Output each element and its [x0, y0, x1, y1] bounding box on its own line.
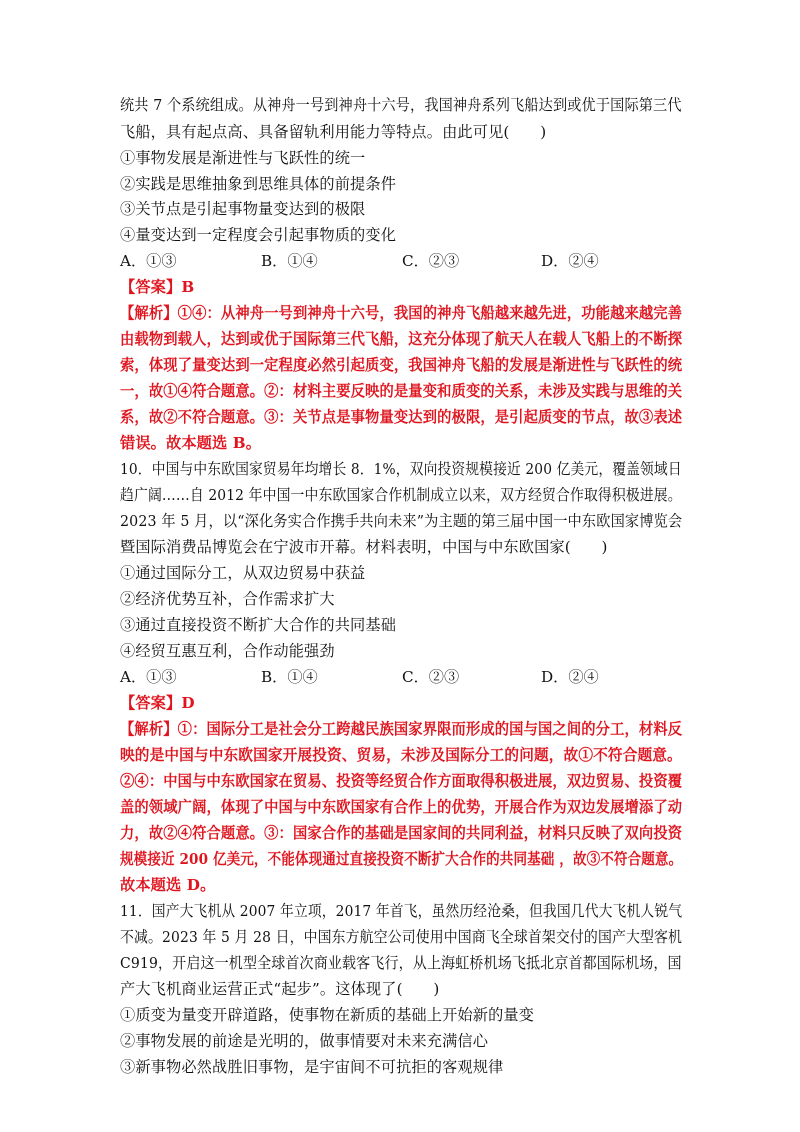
q10-analysis-line: 规模接近 200 亿美元，不能体现通过直接投资不断扩大合作的共同基础 ，故③不符合题意。: [120, 850, 683, 868]
q10-analysis-line: 力，故②④符合题意。③：国家合作的基础是国家间的共同利益，材料只反映了双向投资: [120, 824, 683, 842]
q10-item: ①通过国际分工，从双边贸易中获益: [120, 564, 366, 582]
q10-item: ②经济优势互补，合作需求扩大: [120, 590, 335, 608]
q11-stem-line: C919，开启这一机型全球首次商业载客飞行，从上海虹桥机场飞抵北京首都国际机场，国: [120, 954, 682, 972]
q10-option-c: C．②③: [402, 668, 460, 686]
q11-item: ②事物发展的前途是光明的，做事情要对未来充满信心: [120, 1032, 489, 1050]
q10-item: ④经贸互惠互利，合作动能强劲: [120, 642, 335, 660]
q10-stem-line: 暨国际消费品博览会在宁波市开幕。材料表明，中国与中东欧国家( ): [120, 538, 608, 556]
q11-item: ③新事物必然战胜旧事物，是宇宙间不可抗拒的客观规律: [120, 1058, 504, 1076]
q10-analysis-line: 盖的领域广阔，体现了中国与中东欧国家有合作上的优势，开展合作为双边发展增添了动: [120, 798, 683, 816]
q9-analysis-line: 错误。故本题选 B。: [120, 434, 262, 452]
q9-analysis-line: 系，故②不符合题意。③：关节点是事物量变达到的极限，是引起质变的节点，故③表述: [120, 408, 683, 426]
q11-stem-line: 产大飞机商业运营正式“起步”。这体现了( ): [120, 980, 440, 998]
q11-item: ①质变为量变开辟道路，使事物在新质的基础上开始新的量变: [120, 1006, 535, 1024]
q10-analysis-line: 映的是中国与中东欧国家开展投资、贸易，未涉及国际分工的问题，故①不符合题意。: [120, 746, 682, 764]
q9-analysis-line: 索，体现了量变达到一定程度必然引起质变，我国神舟飞船的发展是渐进性与飞跃性的统: [120, 356, 683, 374]
q9-option-a: A．①③: [120, 252, 177, 270]
q9-answer: 【答案】B: [120, 278, 195, 296]
q10-analysis-line: ②④：中国与中东欧国家在贸易、投资等经贸合作方面取得积极进展，双边贸易、投资覆: [120, 772, 683, 790]
q10-answer: 【答案】D: [120, 694, 195, 712]
q9-option-d: D．②④: [541, 252, 599, 270]
q9-stem-line: 统共 7 个系统组成。从神舟一号到神舟十六号，我国神舟系列飞船达到或优于国际第三代: [120, 96, 682, 114]
q10-item: ③通过直接投资不断扩大合作的共同基础: [120, 616, 397, 634]
q10-stem-line: 趋广阔……自 2012 年中国一中东欧国家合作机制成立以来，双方经贸合作取得积极进展。: [120, 486, 682, 504]
q11-stem-line: 不减。2023 年 5 月 28 日，中国东方航空公司使用中国商飞全球首架交付的国产大型客机: [120, 928, 683, 946]
q10-option-b: B．①④: [261, 668, 318, 686]
q10-option-a: A．①③: [120, 668, 177, 686]
q9-item: ④量变达到一定程度会引起事物质的变化: [120, 226, 397, 244]
q9-item: ①事物发展是渐进性与飞跃性的统一: [120, 149, 366, 167]
q10-stem-line: 10．中国与中东欧国家贸易年均增长 8．1%，双向投资规模接近 200 亿美元，覆盖领域日: [120, 460, 682, 478]
q10-analysis-line: 【解析】①：国际分工是社会分工跨越民族国家界限而形成的国与国之间的分工，材料反: [120, 720, 683, 738]
q9-analysis-line: 【解析】①④：从神舟一号到神舟十六号，我国的神舟飞船越来越先进，功能越来越完善: [120, 304, 683, 322]
q10-analysis-line: 故本题选 D。: [120, 876, 216, 894]
q10-option-d: D．②④: [541, 668, 599, 686]
q9-analysis-line: 由载物到载人，达到或优于国际第三代飞船，这充分体现了航天人在载人飞船上的不断探: [120, 330, 683, 348]
q9-item: ②实践是思维抽象到思维具体的前提条件: [120, 175, 397, 193]
q10-stem-line: 2023 年 5 月，以“深化务实合作携手共向未来”为主题的第三届中国一中东欧国家博览会: [120, 512, 683, 530]
q9-option-c: C．②③: [402, 252, 460, 270]
q9-analysis-line: 一，故①④符合题意。②：材料主要反映的是量变和质变的关系，未涉及实践与思维的关: [120, 382, 683, 400]
q9-stem-line: 飞船，具有起点高、具备留轨利用能力等特点。由此可见( ): [120, 123, 547, 141]
q9-item: ③关节点是引起事物量变达到的极限: [120, 200, 366, 218]
q11-stem-line: 11．国产大飞机从 2007 年立项，2017 年首飞，虽然历经沧桑，但我国几代大飞机人锐气: [120, 902, 683, 920]
q9-option-b: B．①④: [261, 252, 318, 270]
